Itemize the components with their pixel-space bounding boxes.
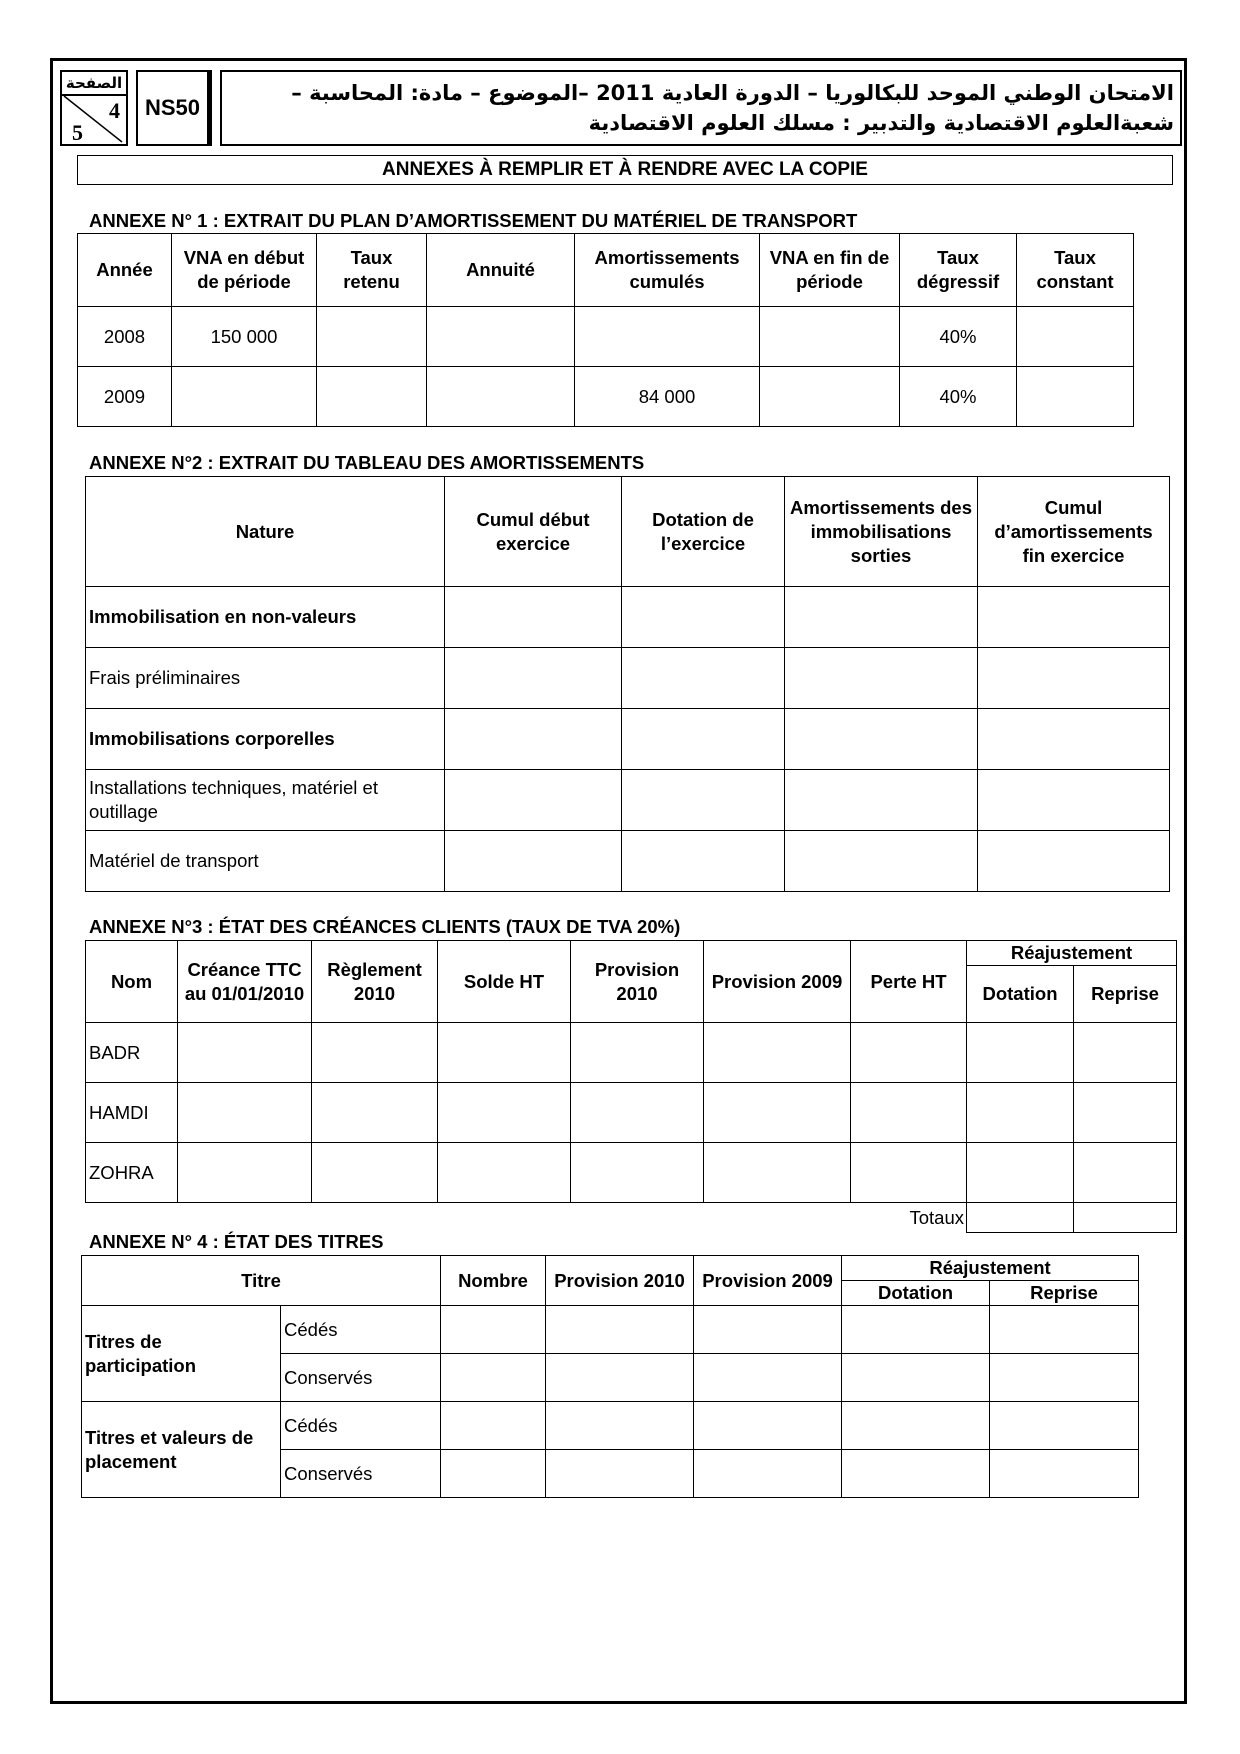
exam-title-line2: شعبةالعلوم الاقتصادية والتدبير : مسلك العلوم الاقتصادية	[588, 111, 1174, 135]
table-row	[78, 307, 1134, 367]
annexe3-title: ANNEXE N°3 : ÉTAT DES CRÉANCES CLIENTS (TAUX DE TVA 20%)	[89, 916, 681, 937]
annexe3-table	[85, 940, 1177, 1233]
input-cell[interactable]	[978, 831, 1170, 892]
col-nombre: Nombre	[441, 1256, 546, 1306]
col-cumul-fin: Cumul d’amortissements fin exercice	[978, 477, 1170, 587]
input-cell[interactable]	[622, 770, 785, 831]
page-label: الصفحة	[62, 72, 126, 96]
col-provision-2010: Provision 2010	[546, 1256, 694, 1306]
input-cell[interactable]	[575, 307, 760, 367]
input-cell[interactable]	[704, 1143, 851, 1203]
col-taux-retenu: Taux retenu	[317, 234, 427, 307]
col-reprise: Reprise	[990, 1281, 1139, 1306]
annexe2-table	[85, 476, 1170, 892]
annexe2-title: ANNEXE N°2 : EXTRAIT DU TABLEAU DES AMORTISSEMENTS	[89, 452, 645, 473]
exam-title-line1: الامتحان الوطني الموحد للبكالوريا – الدورة العادية 2011 –الموضوع – مادة: المحاسبة –	[291, 81, 1174, 105]
input-cell[interactable]	[622, 709, 785, 770]
input-cell[interactable]	[1017, 307, 1134, 367]
input-cell[interactable]	[546, 1450, 694, 1498]
input-cell[interactable]	[312, 1143, 438, 1203]
cell: 40%	[900, 367, 1017, 427]
col-reajustement: Réajustement	[842, 1256, 1139, 1281]
col-provision-2010: Provision 2010	[571, 941, 704, 1023]
cell: 2008	[78, 307, 172, 367]
table-row	[86, 1143, 1177, 1203]
input-cell[interactable]	[851, 1143, 967, 1203]
input-cell[interactable]	[990, 1450, 1139, 1498]
input-cell[interactable]	[978, 770, 1170, 831]
table-row	[86, 770, 1170, 831]
input-cell[interactable]	[760, 367, 900, 427]
input-cell[interactable]	[317, 367, 427, 427]
input-cell[interactable]	[785, 770, 978, 831]
input-cell[interactable]	[785, 587, 978, 648]
input-cell[interactable]	[1074, 1203, 1177, 1233]
input-cell[interactable]	[441, 1450, 546, 1498]
col-taux-degressif: Taux dégressif	[900, 234, 1017, 307]
annexes-banner: ANNEXES À REMPLIR ET À RENDRE AVEC LA COPIE	[77, 155, 1173, 185]
cell: 84 000	[575, 367, 760, 427]
col-perte: Perte HT	[851, 941, 967, 1023]
table-row	[86, 648, 1170, 709]
input-cell[interactable]	[571, 1083, 704, 1143]
col-dotation: Dotation de l’exercice	[622, 477, 785, 587]
input-cell[interactable]	[441, 1306, 546, 1354]
input-cell[interactable]	[785, 648, 978, 709]
annexe4-table	[81, 1255, 1139, 1498]
input-cell[interactable]	[427, 307, 575, 367]
col-nom: Nom	[86, 941, 178, 1023]
table-row	[86, 587, 1170, 648]
col-dotation: Dotation	[967, 966, 1074, 1023]
col-vna-fin: VNA en fin de période	[760, 234, 900, 307]
table-header-row	[86, 941, 1177, 966]
input-cell[interactable]	[1074, 1143, 1177, 1203]
col-titre: Titre	[82, 1256, 441, 1306]
input-cell[interactable]	[842, 1306, 990, 1354]
totals-row	[86, 1203, 1177, 1233]
exam-code: NS50	[136, 70, 212, 146]
cell: 40%	[900, 307, 1017, 367]
page-number-box	[60, 70, 128, 146]
input-cell[interactable]	[851, 1083, 967, 1143]
input-cell[interactable]	[978, 587, 1170, 648]
input-cell[interactable]	[317, 307, 427, 367]
input-cell[interactable]	[694, 1402, 842, 1450]
row-label: Installations techniques, matériel et outillage	[86, 770, 445, 831]
annexe4-title: ANNEXE N° 4 : ÉTAT DES TITRES	[89, 1231, 384, 1252]
table-header-row	[86, 477, 1170, 587]
row-label: Frais préliminaires	[86, 648, 445, 709]
group-label: Titres de participation	[82, 1306, 281, 1402]
input-cell[interactable]	[178, 1023, 312, 1083]
input-cell[interactable]	[967, 1083, 1074, 1143]
input-cell[interactable]	[312, 1023, 438, 1083]
input-cell[interactable]	[622, 648, 785, 709]
table-header-row	[82, 1256, 1139, 1281]
table-row	[82, 1402, 1139, 1450]
table-row	[86, 1083, 1177, 1143]
client-name: ZOHRA	[86, 1143, 178, 1203]
input-cell[interactable]	[546, 1306, 694, 1354]
input-cell[interactable]	[441, 1354, 546, 1402]
col-provision-2009: Provision 2009	[694, 1256, 842, 1306]
table-row	[86, 1023, 1177, 1083]
input-cell[interactable]	[445, 648, 622, 709]
exam-title	[220, 70, 1182, 146]
col-amort-cumules: Amortissements cumulés	[575, 234, 760, 307]
row-label: Cédés	[281, 1306, 441, 1354]
col-annee: Année	[78, 234, 172, 307]
col-reglement: Règlement 2010	[312, 941, 438, 1023]
input-cell[interactable]	[990, 1306, 1139, 1354]
input-cell[interactable]	[785, 709, 978, 770]
input-cell[interactable]	[694, 1354, 842, 1402]
input-cell[interactable]	[704, 1023, 851, 1083]
col-reprise: Reprise	[1074, 966, 1177, 1023]
input-cell[interactable]	[978, 648, 1170, 709]
col-dotation: Dotation	[842, 1281, 990, 1306]
col-annuite: Annuité	[427, 234, 575, 307]
input-cell[interactable]	[178, 1083, 312, 1143]
row-label: Immobilisation en non-valeurs	[86, 587, 445, 648]
input-cell[interactable]	[842, 1450, 990, 1498]
row-label: Conservés	[281, 1450, 441, 1498]
input-cell[interactable]	[1017, 367, 1134, 427]
client-name: HAMDI	[86, 1083, 178, 1143]
table-row	[78, 367, 1134, 427]
input-cell[interactable]	[571, 1143, 704, 1203]
col-cumul-debut: Cumul début exercice	[445, 477, 622, 587]
page-current: 4	[109, 98, 120, 123]
table-row	[82, 1306, 1139, 1354]
cell: 150 000	[172, 307, 317, 367]
input-cell[interactable]	[546, 1402, 694, 1450]
input-cell[interactable]	[172, 367, 317, 427]
table-row	[86, 709, 1170, 770]
input-cell[interactable]	[546, 1354, 694, 1402]
col-provision-2009: Provision 2009	[704, 941, 851, 1023]
group-label: Titres et valeurs de placement	[82, 1402, 281, 1498]
input-cell[interactable]	[967, 1143, 1074, 1203]
input-cell[interactable]	[438, 1023, 571, 1083]
input-cell[interactable]	[178, 1143, 312, 1203]
col-taux-constant: Taux constant	[1017, 234, 1134, 307]
totals-label: Totaux	[909, 1206, 964, 1228]
table-header-row	[78, 234, 1134, 307]
input-cell[interactable]	[967, 1203, 1074, 1233]
col-nature: Nature	[86, 477, 445, 587]
input-cell[interactable]	[622, 587, 785, 648]
input-cell[interactable]	[842, 1354, 990, 1402]
cell: 2009	[78, 367, 172, 427]
input-cell[interactable]	[704, 1083, 851, 1143]
exam-header	[60, 70, 1180, 148]
input-cell[interactable]	[842, 1402, 990, 1450]
row-label: Conservés	[281, 1354, 441, 1402]
input-cell[interactable]	[445, 770, 622, 831]
input-cell[interactable]	[694, 1306, 842, 1354]
col-amort-sorties: Amortissements des immobilisations sorties	[785, 477, 978, 587]
input-cell[interactable]	[312, 1083, 438, 1143]
input-cell[interactable]	[1074, 1083, 1177, 1143]
input-cell[interactable]	[990, 1354, 1139, 1402]
row-label: Matériel de transport	[86, 831, 445, 892]
input-cell[interactable]	[990, 1402, 1139, 1450]
input-cell[interactable]	[1074, 1023, 1177, 1083]
input-cell[interactable]	[760, 307, 900, 367]
annexe1-table	[77, 233, 1134, 427]
input-cell[interactable]	[445, 709, 622, 770]
input-cell[interactable]	[445, 587, 622, 648]
row-label: Immobilisations corporelles	[86, 709, 445, 770]
input-cell[interactable]	[622, 831, 785, 892]
input-cell[interactable]	[967, 1023, 1074, 1083]
input-cell[interactable]	[438, 1083, 571, 1143]
input-cell[interactable]	[694, 1450, 842, 1498]
input-cell[interactable]	[851, 1023, 967, 1083]
input-cell[interactable]	[978, 709, 1170, 770]
col-creance: Créance TTC au 01/01/2010	[178, 941, 312, 1023]
table-row	[86, 831, 1170, 892]
col-solde: Solde HT	[438, 941, 571, 1023]
input-cell[interactable]	[445, 831, 622, 892]
col-reajustement: Réajustement	[967, 941, 1177, 966]
col-vna-debut: VNA en début de période	[172, 234, 317, 307]
input-cell[interactable]	[571, 1023, 704, 1083]
input-cell[interactable]	[427, 367, 575, 427]
input-cell[interactable]	[438, 1143, 571, 1203]
input-cell[interactable]	[785, 831, 978, 892]
page-total: 5	[72, 120, 83, 145]
client-name: BADR	[86, 1023, 178, 1083]
input-cell[interactable]	[441, 1402, 546, 1450]
annexe1-title: ANNEXE N° 1 : EXTRAIT DU PLAN D’AMORTISSEMENT DU MATÉRIEL DE TRANSPORT	[89, 210, 858, 231]
row-label: Cédés	[281, 1402, 441, 1450]
